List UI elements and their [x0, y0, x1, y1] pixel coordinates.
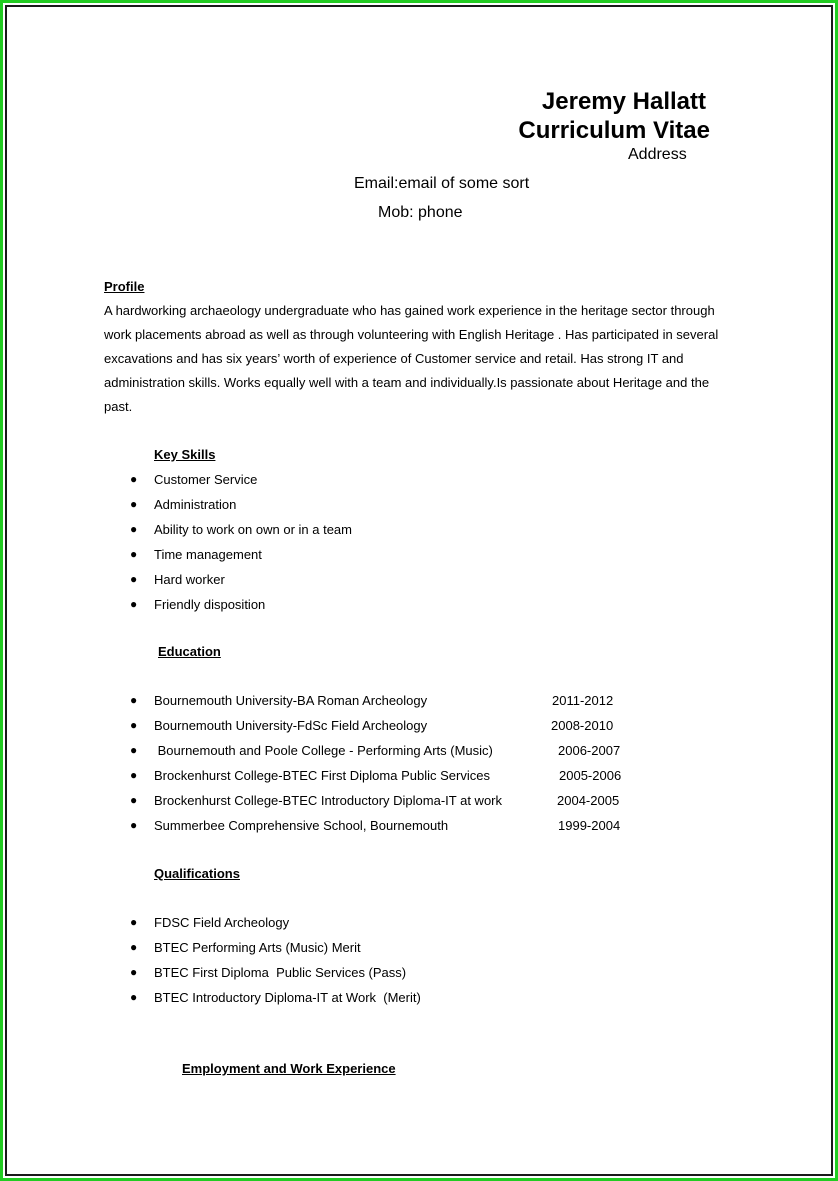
skill-text: Hard worker	[154, 572, 225, 587]
qualification-text: BTEC Performing Arts (Music) Merit	[154, 940, 361, 955]
education-institution: Brockenhurst College-BTEC First Diploma Public Services	[154, 768, 490, 783]
list-item	[130, 713, 634, 738]
bullet-icon: ●	[130, 818, 138, 832]
education-institution: Bournemouth University-BA Roman Archeology	[154, 693, 428, 708]
list-item	[130, 542, 352, 567]
bullet-icon: ●	[130, 522, 138, 536]
list-item	[130, 935, 421, 960]
skill-text: Customer Service	[154, 472, 258, 487]
list-item	[130, 910, 421, 935]
bullet-icon: ●	[130, 743, 138, 757]
list-item	[130, 517, 352, 542]
bullet-icon: ●	[130, 718, 138, 732]
bullet-icon: ●	[130, 965, 138, 979]
cv-email: Email:email of some sort	[354, 175, 530, 192]
bullet-icon: ●	[130, 472, 138, 486]
list-item	[130, 960, 421, 985]
bullet-icon: ●	[130, 768, 138, 782]
qualification-text: BTEC Introductory Diploma-IT at Work (Merit)	[154, 990, 421, 1005]
education-years: 2011-2012	[552, 693, 614, 708]
qualification-text: BTEC First Diploma Public Services (Pass)	[154, 965, 407, 980]
education-years: 2004-2005	[557, 793, 620, 808]
bullet-icon: ●	[130, 940, 138, 954]
employment-heading: Employment and Work Experience	[182, 1061, 396, 1076]
bullet-icon: ●	[130, 915, 138, 929]
profile-text: A hardworking archaeology undergraduate who has gained work experience in the heritage sector through work placements abroad as well as through volunteering with English Heritage . Has participated in several excavations and has six years’ worth of experience of Customer service and retail. Has strong IT and administration skills. Works equally well with a team and individually.Is passionate about Heritage and the past.	[104, 303, 719, 414]
bullet-icon: ●	[130, 547, 138, 561]
education-years: 2008-2010	[551, 718, 614, 733]
education-institution: Bournemouth and Poole College - Performing Arts (Music)	[154, 743, 493, 758]
bullet-icon: ●	[130, 597, 138, 611]
skill-text: Ability to work on own or in a team	[154, 522, 352, 537]
cv-mobile: Mob: phone	[378, 204, 463, 221]
list-item	[130, 592, 352, 617]
bullet-icon: ●	[130, 572, 138, 586]
qualifications-heading: Qualifications	[154, 866, 240, 881]
qualifications-list	[130, 910, 421, 1010]
key-skills-heading: Key Skills	[154, 447, 216, 462]
list-item	[130, 738, 634, 763]
bullet-icon: ●	[130, 793, 138, 807]
education-heading: Education	[158, 644, 221, 659]
cv-name: Jeremy Hallatt	[541, 88, 706, 115]
list-item	[130, 688, 634, 713]
key-skills-list	[130, 467, 352, 617]
list-item	[130, 813, 634, 838]
cv-address: Address	[628, 146, 687, 163]
list-item	[130, 467, 352, 492]
list-item	[130, 763, 634, 788]
skill-text: Friendly disposition	[154, 597, 266, 612]
education-institution: Summerbee Comprehensive School, Bournemouth	[154, 818, 449, 833]
cv-document-title: Curriculum Vitae	[518, 117, 710, 144]
education-years: 2006-2007	[558, 743, 621, 758]
education-institution: Brockenhurst College-BTEC Introductory Diploma-IT at work	[154, 793, 502, 808]
bullet-icon: ●	[130, 497, 138, 511]
skill-text: Administration	[154, 497, 237, 512]
list-item	[130, 567, 352, 592]
profile-heading: Profile	[104, 279, 145, 294]
education-list	[130, 688, 634, 838]
qualification-text: FDSC Field Archeology	[154, 915, 290, 930]
list-item	[130, 788, 634, 813]
bullet-icon: ●	[130, 990, 138, 1004]
bullet-icon: ●	[130, 693, 138, 707]
list-item	[130, 985, 421, 1010]
education-years: 1999-2004	[558, 818, 621, 833]
skill-text: Time management	[154, 547, 262, 562]
list-item	[130, 492, 352, 517]
education-institution: Bournemouth University-FdSc Field Archeology	[154, 718, 428, 733]
education-years: 2005-2006	[559, 768, 622, 783]
